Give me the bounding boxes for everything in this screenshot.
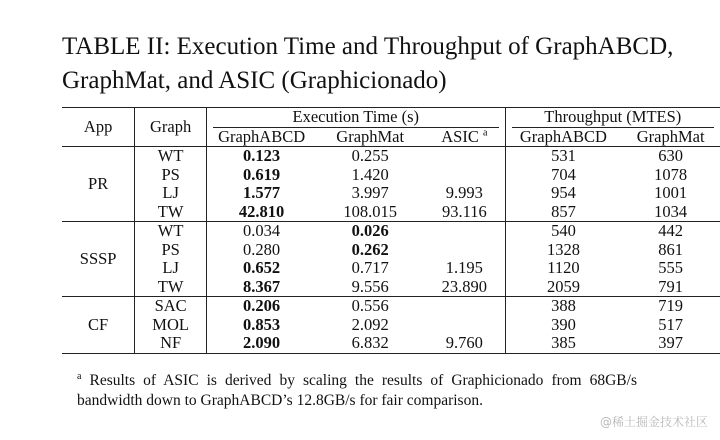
cell-graph: PS	[135, 166, 207, 185]
table-body	[62, 147, 720, 354]
cell-exec-graphmat: 0.026	[351, 221, 389, 240]
cell-graph: TW	[135, 278, 207, 297]
cell-graph: LJ	[135, 184, 207, 203]
cell-thr-graphmat: 630	[658, 146, 684, 165]
cell-exec-graphabcd: 0.652	[243, 258, 281, 277]
watermark: @稀土掘金技术社区	[599, 415, 708, 429]
cell-exec-graphmat: 0.262	[351, 239, 389, 259]
header-thr-group-label: Throughput (MTES)	[512, 108, 714, 128]
cell-exec-graphabcd: 1.577	[243, 183, 281, 202]
cell-thr-graphmat: 555	[658, 258, 684, 277]
cell-thr-graphmat: 1001	[654, 183, 688, 202]
cell-exec-asic	[424, 222, 505, 241]
cell-exec-asic	[424, 241, 505, 260]
caption-label: TABLE II:	[62, 33, 171, 60]
table-footnote	[77, 371, 637, 411]
table-caption	[62, 30, 702, 98]
cell-graph: SAC	[135, 297, 207, 316]
cell-exec-asic	[424, 316, 505, 335]
cell-exec-graphabcd: 0.206	[243, 296, 281, 315]
cell-exec-graphabcd: 2.090	[243, 333, 281, 352]
cell-exec-graphabcd: 0.619	[243, 164, 281, 184]
cell-thr-graphmat: 397	[658, 333, 684, 352]
cell-graph: LJ	[135, 259, 207, 278]
cell-thr-graphabcd: 388	[551, 296, 576, 315]
header-exec-group-label: Execution Time (s)	[213, 108, 499, 128]
header-exec-asic	[424, 128, 505, 147]
cell-thr-graphabcd: 385	[551, 333, 576, 352]
cell-exec-graphmat: 3.997	[351, 183, 389, 202]
header-exec-group	[206, 108, 505, 128]
table-row	[62, 334, 720, 353]
table-row	[62, 184, 720, 203]
cell-exec-graphmat: 1.420	[351, 164, 389, 184]
results-table	[62, 107, 720, 354]
cell-graph: PS	[135, 241, 207, 260]
header-exec-asic-label: ASIC	[441, 126, 479, 146]
cell-exec-graphmat: 0.556	[351, 296, 389, 315]
caption-text: Execution Time and Throughput of GraphABCD, GraphMat, and ASIC (Graphicionado)	[62, 33, 674, 94]
cell-exec-graphmat: 9.556	[351, 276, 389, 296]
cell-exec-asic: 9.993	[424, 184, 505, 203]
table-row	[62, 203, 720, 222]
cell-exec-graphmat: 6.832	[351, 333, 389, 352]
table-row	[62, 222, 720, 241]
table-row	[62, 166, 720, 185]
header-thr-graphabcd: GraphABCD	[519, 126, 607, 146]
table-row	[62, 259, 720, 278]
cell-thr-graphmat: 1034	[654, 201, 688, 221]
cell-exec-graphabcd: 0.280	[243, 239, 281, 259]
table-row	[62, 278, 720, 297]
header-exec-graphmat: GraphMat	[336, 126, 405, 146]
cell-exec-graphmat: 2.092	[351, 314, 389, 334]
cell-thr-graphabcd: 540	[551, 221, 576, 240]
table-row	[62, 147, 720, 166]
cell-thr-graphabcd: 704	[551, 164, 576, 184]
cell-thr-graphmat: 719	[658, 296, 684, 315]
cell-thr-graphmat: 791	[658, 276, 684, 296]
cell-app: PR	[62, 147, 135, 222]
table-row	[62, 297, 720, 316]
cell-thr-graphmat: 442	[658, 221, 684, 240]
header-thr-group	[505, 108, 720, 128]
header-row-1	[62, 108, 720, 128]
cell-exec-asic	[424, 147, 505, 166]
cell-exec-graphmat: 108.015	[343, 201, 398, 221]
cell-exec-asic: 9.760	[424, 334, 505, 353]
cell-thr-graphabcd: 857	[551, 201, 576, 221]
cell-exec-graphabcd: 42.810	[238, 201, 285, 221]
cell-thr-graphabcd: 954	[551, 183, 576, 202]
cell-exec-asic: 23.890	[424, 278, 505, 297]
cell-thr-graphabcd: 1120	[547, 258, 580, 277]
cell-exec-graphabcd: 0.853	[243, 314, 281, 334]
header-graph: Graph	[135, 108, 207, 147]
cell-thr-graphabcd: 531	[551, 146, 576, 165]
footnote-text: Results of ASIC is derived by scaling the results of Graphicionado from 68GB/s bandwidth down to GraphABCD’s 12.8GB/s for fair comparison.	[77, 372, 637, 409]
cell-thr-graphmat: 861	[658, 239, 684, 259]
cell-graph: NF	[135, 334, 207, 353]
cell-exec-graphmat: 0.255	[351, 146, 389, 165]
cell-exec-asic: 93.116	[424, 203, 505, 222]
cell-graph: TW	[135, 203, 207, 222]
header-thr-graphmat: GraphMat	[636, 126, 705, 146]
cell-exec-asic	[424, 297, 505, 316]
cell-thr-graphabcd: 390	[551, 314, 576, 334]
cell-app: SSSP	[62, 222, 135, 297]
cell-exec-graphabcd: 8.367	[243, 276, 281, 296]
cell-exec-graphabcd: 0.034	[243, 221, 281, 240]
cell-exec-graphabcd: 0.123	[243, 146, 281, 165]
cell-thr-graphmat: 517	[658, 314, 684, 334]
cell-graph: WT	[135, 147, 207, 166]
cell-thr-graphmat: 1078	[654, 164, 688, 184]
cell-exec-asic: 1.195	[424, 259, 505, 278]
asic-footnote-mark: a	[482, 127, 488, 138]
table-row	[62, 241, 720, 260]
cell-thr-graphabcd: 2059	[546, 276, 580, 296]
cell-thr-graphabcd: 1328	[546, 239, 580, 259]
table-row	[62, 316, 720, 335]
cell-exec-graphmat: 0.717	[351, 258, 389, 277]
cell-graph: WT	[135, 222, 207, 241]
footnote-mark: a	[77, 370, 82, 382]
cell-exec-asic	[424, 166, 505, 185]
header-app: App	[62, 108, 135, 147]
cell-graph: MOL	[135, 316, 207, 335]
header-exec-graphabcd: GraphABCD	[218, 126, 306, 146]
cell-app: CF	[62, 297, 135, 354]
